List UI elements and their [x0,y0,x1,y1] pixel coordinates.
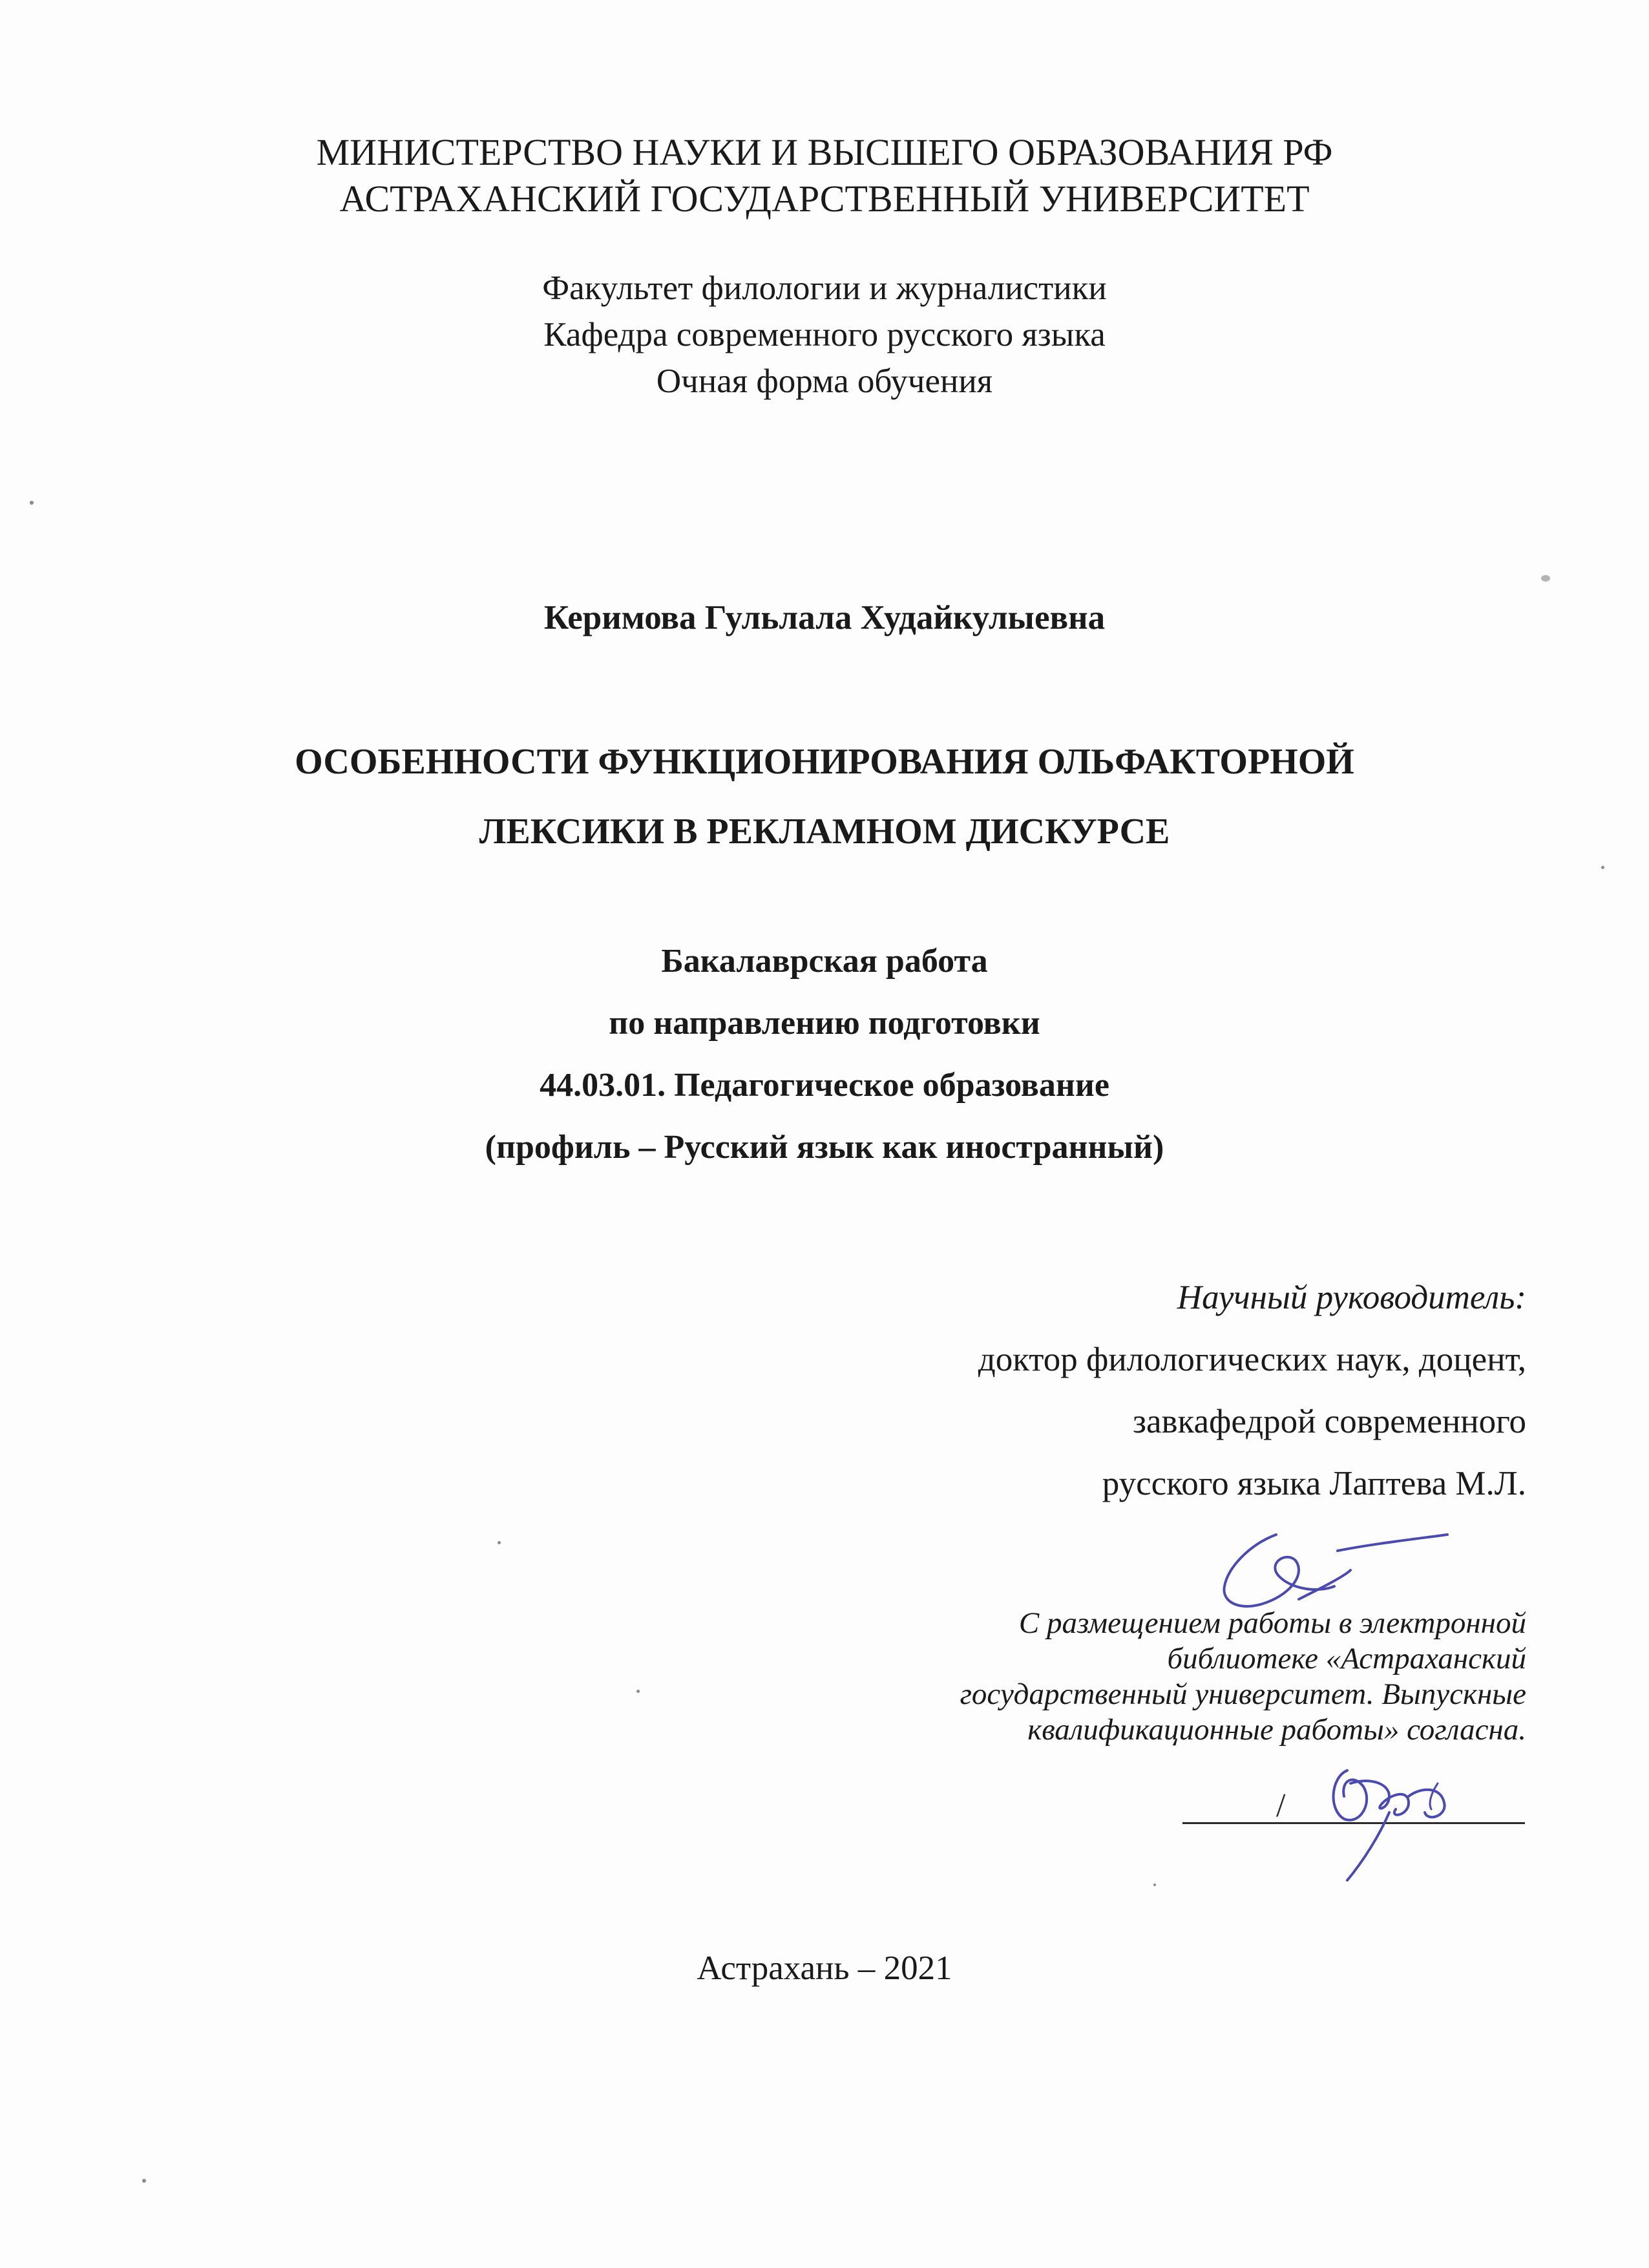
department-name: Кафедра современного русского языка [543,316,1106,353]
faculty-block [0,265,1649,404]
thesis-title-line-1: ОСОБЕННОСТИ ФУНКЦИОНИРОВАНИЯ ОЛЬФАКТОРНОЙ [295,742,1354,782]
supervisor-label: Научный руководитель: [1177,1279,1526,1316]
supervisor-position: завкафедрой современного [1133,1403,1526,1440]
scan-speck [1541,575,1550,582]
consent-line-2: библиотеке «Астраханский [1167,1642,1526,1675]
direction-label: по направлению подготовки [609,1005,1040,1042]
supervisor-block [978,1266,1526,1515]
consent-line-1: С размещением работы в электронной [1018,1606,1526,1640]
author-name [0,594,1649,641]
scan-speck [498,1541,501,1544]
scan-speck [1153,1884,1156,1886]
city-year [0,1945,1649,1991]
supervisor-degree: доктор филологических наук, доцент, [978,1341,1526,1378]
work-type-block [0,930,1649,1179]
faculty-name: Факультет филологии и журналистики [542,269,1107,307]
scan-speck [30,501,34,505]
thesis-title-line-2: ЛЕКСИКИ В РЕКЛАМНОМ ДИСКУРСЕ [479,812,1170,852]
work-type: Бакалаврская работа [661,943,988,980]
consent-line-4: квалификационные работы» согласна. [1027,1713,1526,1747]
author-name-text: Керимова Гульлала Худайкулыевна [543,599,1106,636]
signature-slash: / [1276,1787,1286,1824]
scan-speck [1601,866,1604,869]
scan-speck [636,1690,640,1693]
student-signature [1312,1758,1473,1887]
scan-speck [142,2179,146,2183]
profile: (профиль – Русский язык как иностранный) [485,1129,1164,1166]
thesis-title [0,727,1649,866]
ministry-header [0,129,1649,222]
city-year-text: Астрахань – 2021 [697,1949,952,1987]
study-form: Очная форма обучения [656,362,993,400]
consent-line-3: государственный университет. Выпускные [960,1677,1526,1711]
university-name: АСТРАХАНСКИЙ ГОСУДАРСТВЕННЫЙ УНИВЕРСИТЕТ [339,178,1310,220]
consent-block [960,1606,1526,1748]
supervisor-name: русского языка Лаптева М.Л. [1102,1465,1526,1502]
direction-code: 44.03.01. Педагогическое образование [540,1067,1109,1104]
ministry-name: МИНИСТЕРСТВО НАУКИ И ВЫСШЕГО ОБРАЗОВАНИЯ РФ [316,131,1333,173]
